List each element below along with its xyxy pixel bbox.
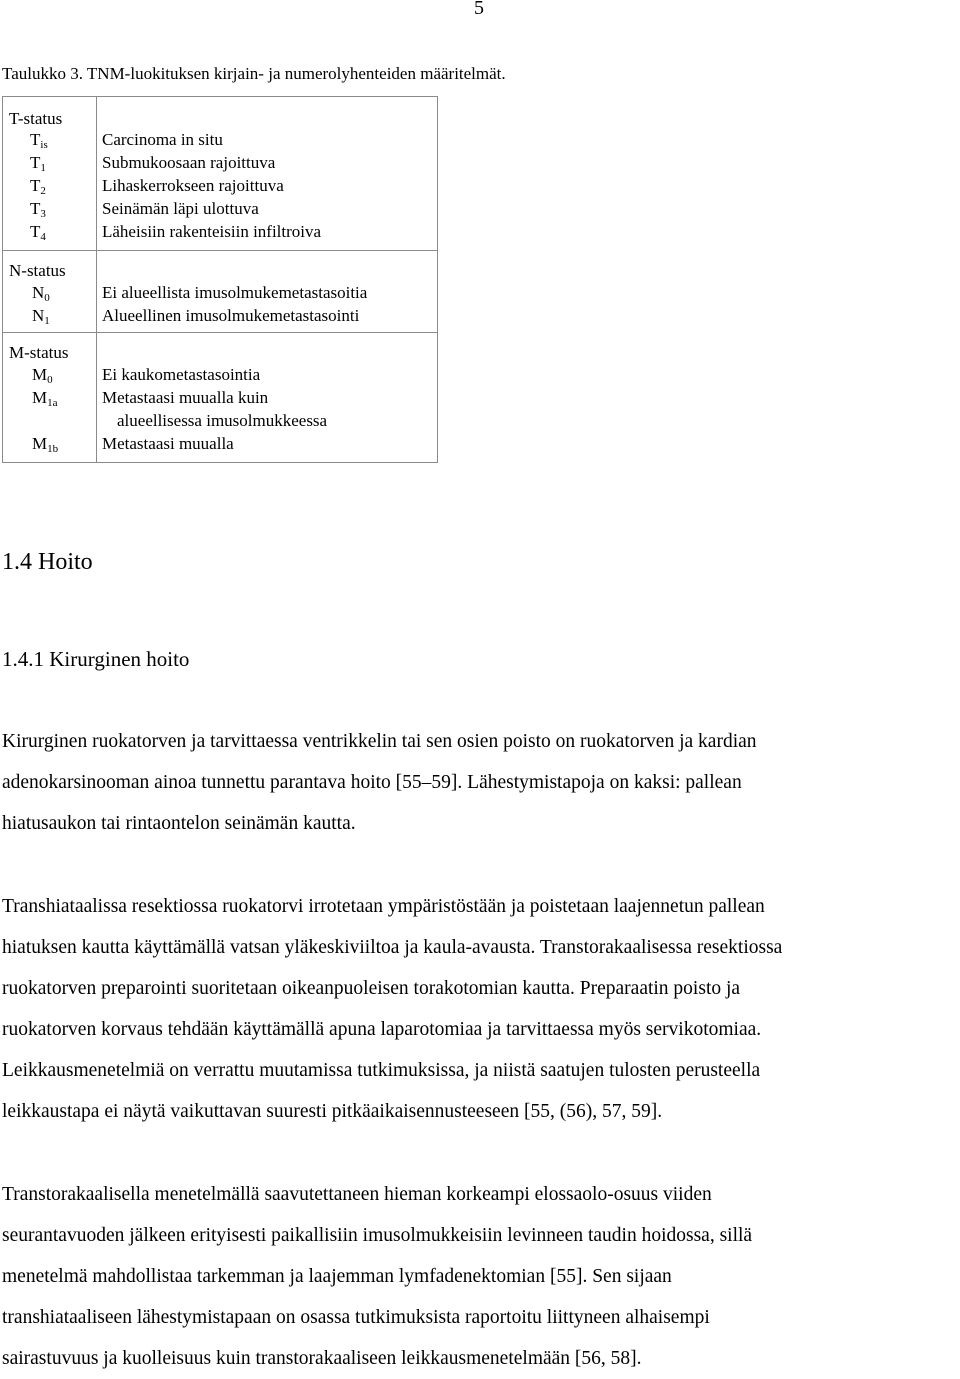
tnm-description: Ei alueellista imusolmukemetastasoitia xyxy=(102,283,368,302)
t-status-title: T-status xyxy=(9,109,63,128)
tnm-description: Metastaasi muualla xyxy=(102,434,234,453)
tnm-code: $N_1$ xyxy=(32,306,50,327)
tnm-description: Ei kaukometastasointia xyxy=(102,365,261,384)
tnm-code: $T_4$ xyxy=(30,222,46,243)
subsection-heading: 1.4.1 Kirurginen hoito xyxy=(2,647,190,671)
m-descriptions xyxy=(102,363,327,455)
column-divider xyxy=(96,97,97,462)
m-status-title: M-status xyxy=(9,343,69,362)
tnm-description: Seinämän läpi ulottuva xyxy=(102,199,259,218)
text-line: seurantavuoden jälkeen erityisesti paikallisiin imusolmukkeisiin levinneen taudin hoidossa, sillä xyxy=(2,1225,753,1246)
tnm-code: $N_0$ xyxy=(32,283,50,304)
row-divider xyxy=(3,250,437,251)
text-line: menetelmä mahdollistaa tarkemman ja laajemman lymfadenektomian [55]. Sen sijaan xyxy=(2,1266,672,1287)
t-codes xyxy=(30,128,48,243)
tnm-table xyxy=(2,96,438,463)
n-descriptions xyxy=(102,281,367,327)
tnm-code: $M_{1b}$ xyxy=(32,434,59,455)
text-line: hiatusaukon tai rintaontelon seinämän kautta. xyxy=(2,813,356,834)
table-caption: Taulukko 3. TNM-luokituksen kirjain- ja numerolyhenteiden määritelmät. xyxy=(2,64,506,83)
text-line: ruokatorven preparointi suoritetaan oikeanpuoleisen torakotomian kautta. Preparaatin poisto ja xyxy=(2,978,741,999)
tnm-description: Metastaasi muualla kuin xyxy=(102,388,269,407)
text-line: hiatuksen kautta käyttämällä vatsan yläkeskiviiltoa ja kaula-avausta. Transtorakaalisessa resektiossa xyxy=(2,937,783,958)
row-divider xyxy=(3,332,437,333)
text-line: Transhiataalissa resektiossa ruokatorvi irrotetaan ympäristöstään ja poistetaan laajennetun pallean xyxy=(2,896,765,917)
n-codes xyxy=(32,281,50,327)
tnm-code: $T_1$ xyxy=(30,153,46,174)
text-line: ruokatorven korvaus tehdään käyttämällä apuna laparotomiaa ja tarvittaessa myös servikotomiaa. xyxy=(2,1019,762,1040)
text-line: leikkaustapa ei näytä vaikuttavan suuresti pitkäaikaisennusteeseen [55, (56), 57, 59]. xyxy=(2,1101,663,1122)
section-heading: 1.4 Hoito xyxy=(2,549,93,575)
n-status-title: N-status xyxy=(9,261,66,280)
paragraph xyxy=(2,721,958,844)
m-codes xyxy=(32,363,58,455)
tnm-description: Submukoosaan rajoittuva xyxy=(102,153,276,172)
tnm-code: $T_2$ xyxy=(30,176,46,197)
paragraph xyxy=(2,886,958,1132)
page-number: 5 xyxy=(474,0,484,19)
tnm-code: $T_{is}$ xyxy=(30,130,48,151)
text-line: Transtorakaalisella menetelmällä saavutettaneen hieman korkeampi elossaolo-osuus viiden xyxy=(2,1184,712,1205)
tnm-code: $M_{1a}$ xyxy=(32,388,58,409)
tnm-code: $M_0$ xyxy=(32,365,53,386)
tnm-description: Lihaskerrokseen rajoittuva xyxy=(102,176,284,195)
tnm-description: alueellisessa imusolmukkeessa xyxy=(117,411,328,430)
t-descriptions xyxy=(102,128,321,243)
text-line: adenokarsinooman ainoa tunnettu parantava hoito [55–59]. Lähestymistapoja on kaksi: pallean xyxy=(2,772,742,793)
tnm-code: $T_3$ xyxy=(30,199,46,220)
text-line: Kirurginen ruokatorven ja tarvittaessa ventrikkelin tai sen osien poisto on ruokatorven ja kardian xyxy=(2,731,757,752)
text-line: transhiataaliseen lähestymistapaan on osassa tutkimuksista raportoitu liittyneen alhaisempi xyxy=(2,1307,710,1328)
tnm-description: Alueellinen imusolmukemetastasointi xyxy=(102,306,360,325)
tnm-description: Läheisiin rakenteisiin infiltroiva xyxy=(102,222,322,241)
paragraph xyxy=(2,1174,958,1379)
text-line: sairastuvuus ja kuolleisuus kuin transtorakaaliseen leikkausmenetelmään [56, 58]. xyxy=(2,1348,642,1369)
tnm-description: Carcinoma in situ xyxy=(102,130,223,149)
text-line: Leikkausmenetelmiä on verrattu muutamissa tutkimuksissa, ja niistä saatujen tulosten perusteella xyxy=(2,1060,761,1081)
